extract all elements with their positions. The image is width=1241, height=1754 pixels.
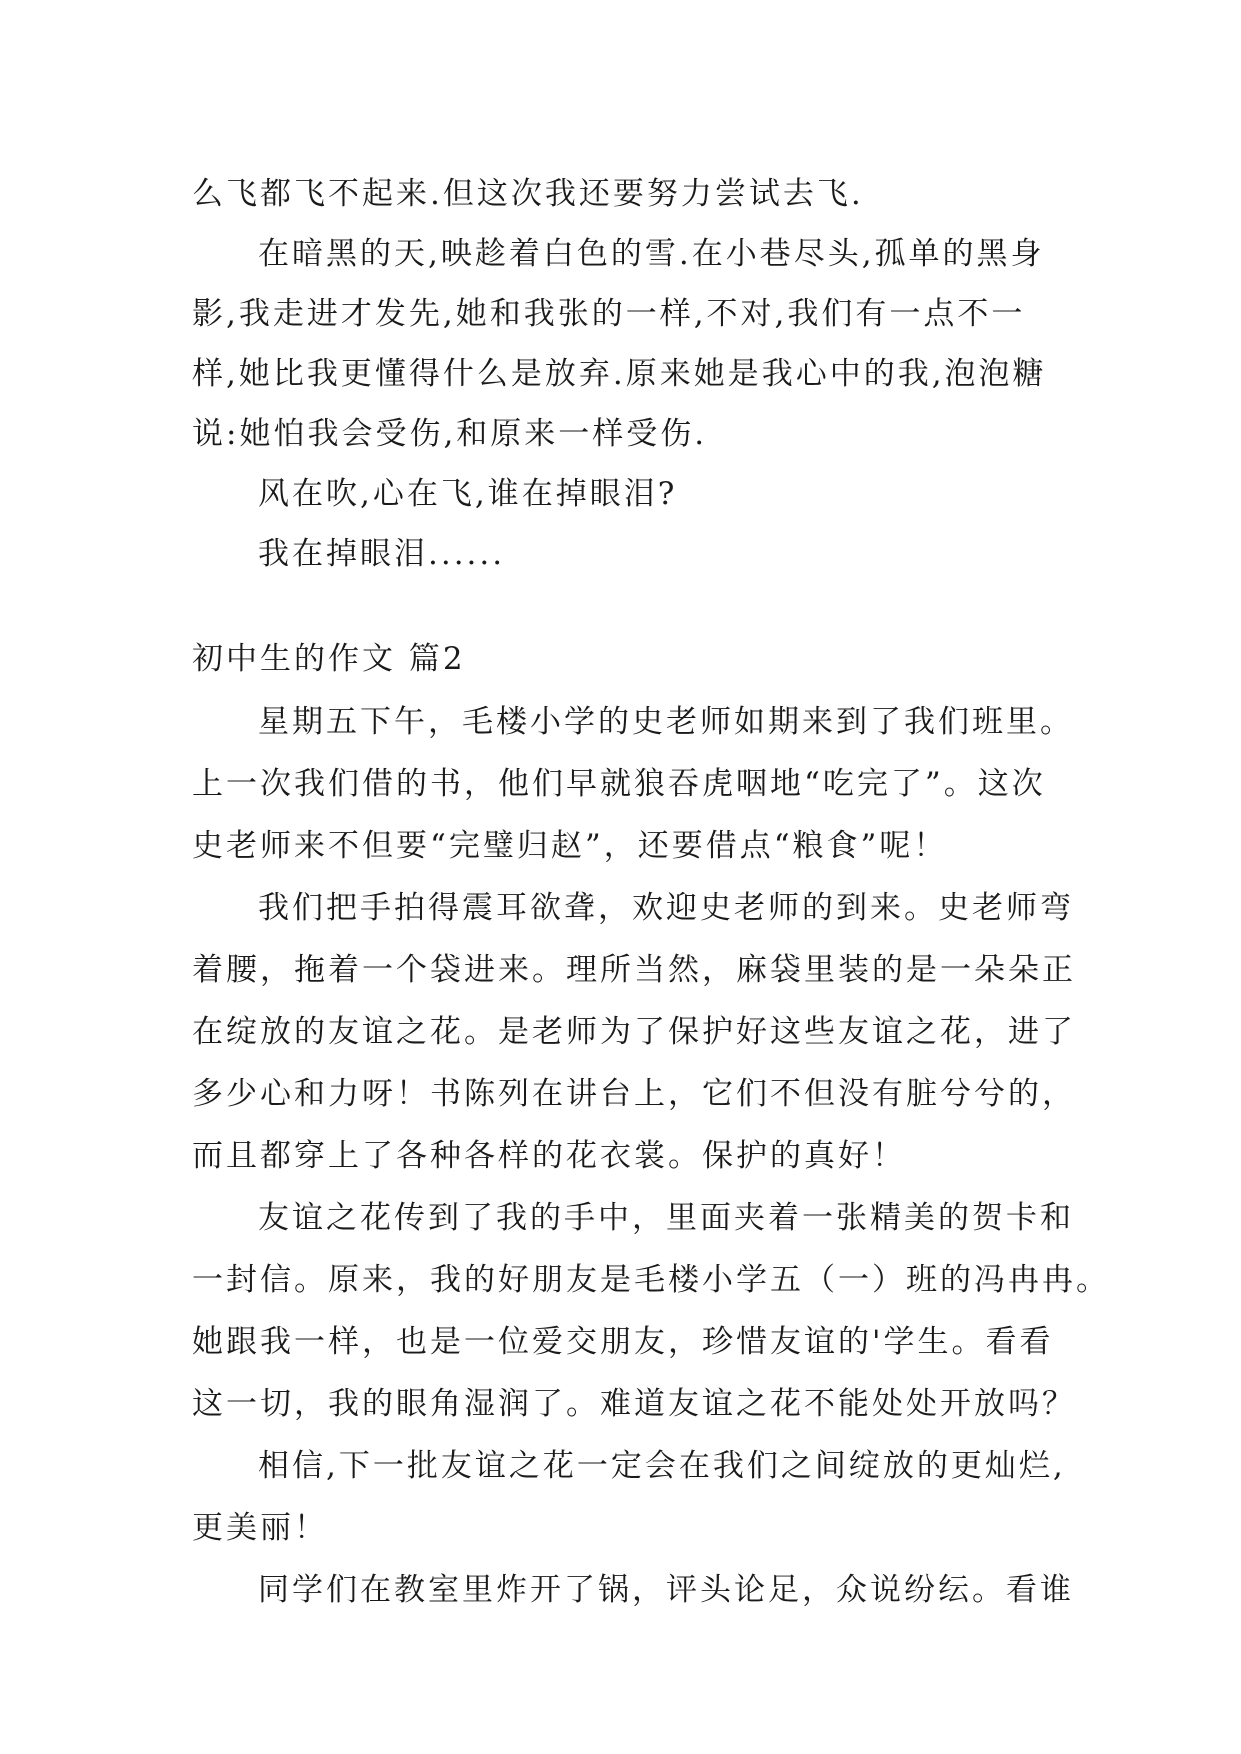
text-line: 么飞都飞不起来.但这次我还要努力尝试去飞. — [192, 176, 864, 212]
text-line: 更美丽！ — [192, 1510, 328, 1546]
text-line: 她跟我一样，也是一位爱交朋友，珍惜友谊的'学生。看看 — [192, 1324, 1054, 1360]
paragraph-first-line: 我在掉眼泪...... — [258, 536, 506, 572]
paragraph-first-line: 相信,下一批友谊之花一定会在我们之间绽放的更灿烂, — [258, 1448, 1066, 1484]
paragraph-first-line: 同学们在教室里炸开了锅，评头论足，众说纷纭。看谁 — [258, 1572, 1074, 1608]
paragraph-first-line: 我们把手拍得震耳欲聋，欢迎史老师的到来。史老师弯 — [258, 890, 1074, 926]
paragraph-first-line: 风在吹,心在飞,谁在掉眼泪? — [258, 476, 678, 512]
text-line: 史老师来不但要“完璧归赵”，还要借点“粮食”呢！ — [192, 828, 948, 864]
text-line: 多少心和力呀！书陈列在讲台上，它们不但没有脏兮兮的， — [192, 1076, 1076, 1112]
text-line: 着腰，拖着一个袋进来。理所当然，麻袋里装的是一朵朵正 — [192, 952, 1076, 988]
section-heading: 初中生的作文 篇2 — [192, 641, 466, 677]
text-line: 一封信。原来，我的好朋友是毛楼小学五（一）班的冯冉冉。 — [192, 1262, 1110, 1298]
text-line: 在绽放的友谊之花。是老师为了保护好这些友谊之花，进了 — [192, 1014, 1076, 1050]
text-line: 而且都穿上了各种各样的花衣裳。保护的真好！ — [192, 1138, 906, 1174]
paragraph-first-line: 星期五下午，毛楼小学的史老师如期来到了我们班里。 — [258, 704, 1074, 740]
text-line: 这一切，我的眼角湿润了。难道友谊之花不能处处开放吗？ — [192, 1386, 1076, 1422]
paragraph-first-line: 在暗黑的天,映趁着白色的雪.在小巷尽头,孤单的黑身 — [258, 236, 1045, 272]
text-line: 说:她怕我会受伤,和原来一样受伤. — [192, 416, 708, 452]
text-line: 上一次我们借的书，他们早就狼吞虎咽地“吃完了”。这次 — [192, 766, 1046, 802]
text-line: 样,她比我更懂得什么是放弃.原来她是我心中的我,泡泡糖 — [192, 356, 1047, 392]
paragraph-first-line: 友谊之花传到了我的手中，里面夹着一张精美的贺卡和 — [258, 1200, 1074, 1236]
text-line: 影,我走进才发先,她和我张的一样,不对,我们有一点不一 — [192, 296, 1026, 332]
